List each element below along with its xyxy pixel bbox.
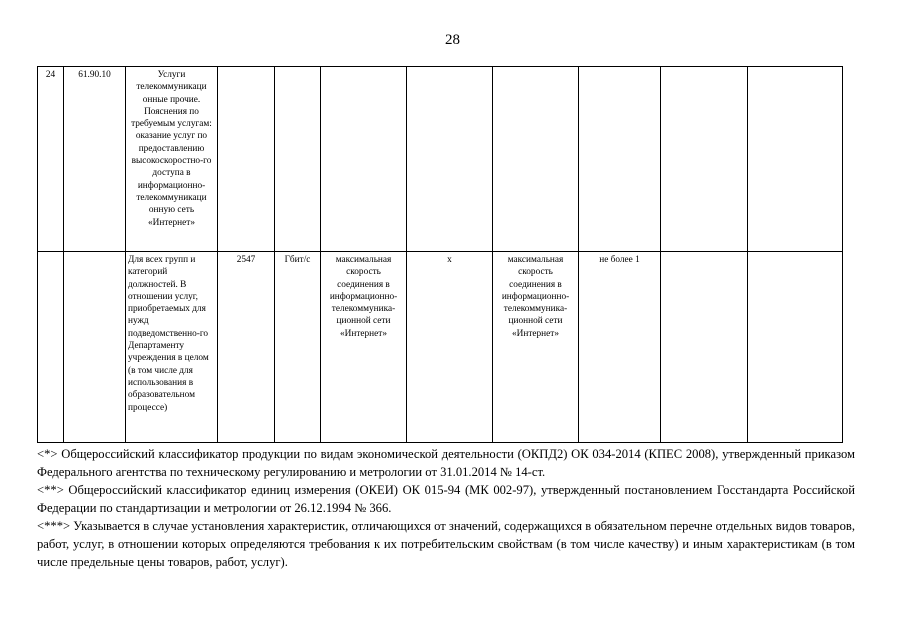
- empty-cell: [579, 67, 661, 252]
- empty-cell: [748, 67, 843, 252]
- empty-cell: [661, 252, 748, 443]
- characteristic-value-cell: x: [407, 252, 493, 443]
- empty-cell: [321, 67, 407, 252]
- footnote-okpd2: <*> Общероссийский классификатор продукции по видам экономической деятельности (ОКПД2) ОК 034-2014 (КПЕС 2008), утвержденный приказом Федерального агентства по техническому регулированию и метрологии от 31.01.2014 № 14-ст.: [37, 447, 855, 479]
- table-row: [38, 67, 843, 252]
- okpd2-code-cell: 61.90.10: [64, 67, 126, 252]
- characteristic-cell: максимальная скорость соединения в информационно-телекоммуника-ционной сети «Интернет»: [321, 252, 407, 443]
- requirements-table: [37, 66, 843, 443]
- empty-cell: [218, 67, 275, 252]
- row-number-cell: 24: [38, 67, 64, 252]
- empty-cell: [661, 67, 748, 252]
- unit-cell: Гбит/с: [275, 252, 321, 443]
- employee-category-cell: Для всех групп и категорий должностей. В отношении услуг, приобретаемых для нужд подведомственно-го Департаменту учреждения в целом (в том числе для использования в образовательном процессе): [126, 252, 218, 443]
- empty-cell: [407, 67, 493, 252]
- characteristic-cell: максимальная скорость соединения в информационно-телекоммуника-ционной сети «Интернет»: [493, 252, 579, 443]
- table-row: [38, 252, 843, 443]
- empty-cell: [38, 252, 64, 443]
- footnotes: [37, 445, 855, 571]
- footnote-characteristics: <***> Указывается в случае установления характеристик, отличающихся от значений, содержащихся в обязательном перечне отдельных видов товаров, работ, услуг, в отношении которых определяются требования к их потребительским свойствам (в том числе качеству) и иным характеристикам (в том числе предельные цены товаров, работ, услуг).: [37, 519, 855, 569]
- footnote-okei: <**> Общероссийский классификатор единиц измерения (ОКЕИ) ОК 015-94 (МК 002-97), утвержденный постановлением Госстандарта Российской Федерации по стандартизации и метрологии от 26.12.1994 № 366.: [37, 483, 855, 515]
- empty-cell: [493, 67, 579, 252]
- service-name-cell: Услуги телекоммуникаци онные прочие. Пояснения по требуемым услугам: оказание услуг по предоставлению высокоскоростно-го доступа в информационно-телекоммуникаци онную сеть «Интернет»: [126, 67, 218, 252]
- okei-code-cell: 2547: [218, 252, 275, 443]
- empty-cell: [275, 67, 321, 252]
- characteristic-value-cell: не более 1: [579, 252, 661, 443]
- empty-cell: [64, 252, 126, 443]
- empty-cell: [748, 252, 843, 443]
- page-number: 28: [445, 32, 460, 48]
